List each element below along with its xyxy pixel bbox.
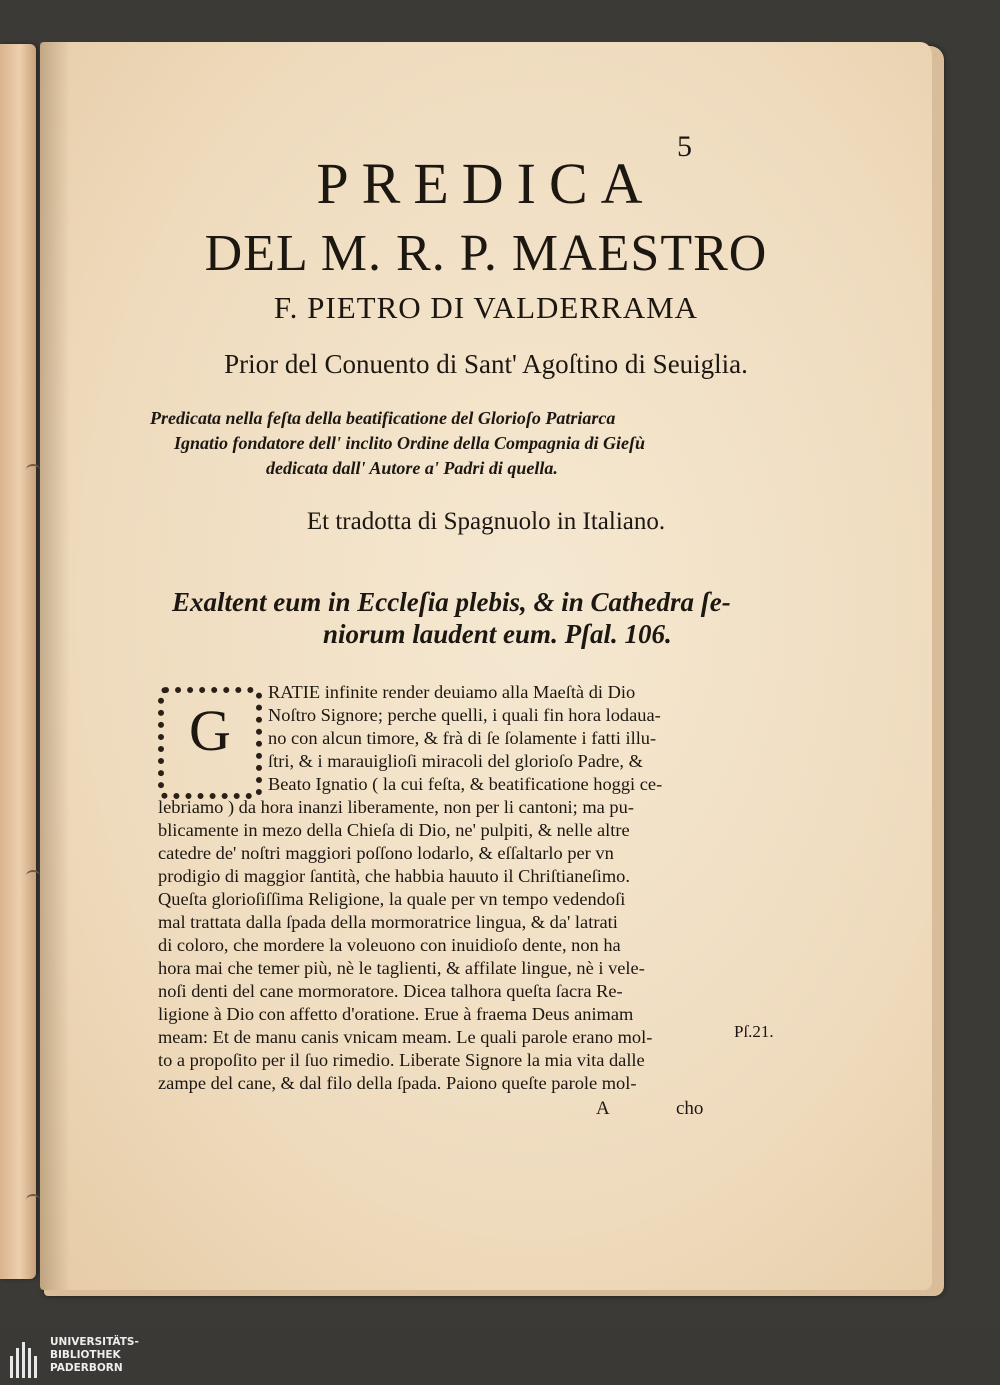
- sermon-title: PREDICA: [316, 151, 656, 216]
- dedication-line: dedicata dall' Autore a' Padri di quella.: [266, 458, 558, 478]
- body-line: Beato Ignatio ( la cui feſta, & beatificatione hoggi ce-: [268, 774, 663, 794]
- drop-cap-letter: G: [189, 698, 231, 763]
- book-page: [40, 42, 932, 1290]
- author-line-3: Prior del Conuento di Sant' Agoſtino di Seuiglia.: [224, 349, 748, 379]
- body-line: zampe del cane, & dal filo della ſpada. Paiono queſte parole mol-: [158, 1073, 637, 1093]
- body-line: Noſtro Signore; perche quelli, i quali fin hora lodaua-: [268, 705, 661, 725]
- binding-stitch: [26, 1194, 40, 1206]
- library-line: BIBLIOTHEK: [50, 1349, 121, 1361]
- library-line: UNIVERSITÄTS-: [50, 1336, 139, 1348]
- binding-stitch: [26, 870, 40, 882]
- body-line: lebriamo ) da hora inanzi liberamente, non per li cantoni; ma pu-: [158, 797, 634, 817]
- translation-note: Et tradotta di Spagnuolo in Italiano.: [306, 508, 666, 535]
- body-line: no con alcun timore, & frà di ſe ſolamente i fatti illu-: [268, 728, 657, 748]
- body-line: di coloro, che mordere la voleuono con inuidioſo dente, non ha: [158, 935, 621, 955]
- body-line: Queſta glorioſiſſima Religione, la quale per vn tempo vedendoſi: [158, 889, 626, 909]
- margin-note: Pſ.21.: [734, 1022, 774, 1041]
- library-logo-text: [50, 1336, 139, 1375]
- body-line: meam: Et de manu canis vnicam meam. Le quali parole erano mol-: [158, 1027, 653, 1047]
- ornamental-drop-cap: [158, 687, 262, 799]
- dedication-line: Predicata nella feſta della beatificatione del Glorioſo Patriarca: [150, 408, 616, 428]
- body-line: hora mai che temer più, nè le taglienti, & affilate lingue, nè i vele-: [158, 958, 645, 978]
- library-line: PADERBORN: [50, 1362, 123, 1374]
- body-line: catedre de' noſtri maggiori poſſono lodarlo, & eſſaltarlo per vn: [158, 843, 614, 863]
- body-line: RATIE infinite render deuiamo alla Maeſtà di Dio: [268, 682, 636, 702]
- body-line: noſi denti del cane mormoratore. Dicea talhora queſta ſacra Re-: [158, 981, 623, 1001]
- body-line: to a propoſito per il ſuo rimedio. Liberate Signore la mia vita dalle: [158, 1050, 645, 1070]
- footer-bar: [0, 1330, 1000, 1385]
- body-line: ligione à Dio con affetto d'oratione. Erue à fraema Deus animam: [158, 1004, 634, 1024]
- author-line-1: DEL M. R. P. MAESTRO: [204, 225, 768, 282]
- signature-mark: A: [596, 1098, 610, 1119]
- library-logo-icon: [10, 1338, 40, 1378]
- body-line: blicamente in mezo della Chieſa di Dio, ne' pulpiti, & nelle altre: [158, 820, 630, 840]
- body-line: prodigio di maggior ſantità, che habbia hauuto il Chriſtianeſimo.: [158, 866, 630, 886]
- body-line: mal trattata dalla ſpada della mormoratrice lingua, & da' latrati: [158, 912, 618, 932]
- left-page-edge: [0, 44, 36, 1279]
- body-line: ſtri, & i marauiglioſi miracoli del glorioſo Padre, &: [268, 751, 643, 771]
- epigraph-line: Exaltent eum in Eccleſia plebis, & in Cathedra ſe-: [172, 587, 731, 617]
- dedication-line: Ignatio fondatore dell' inclito Ordine della Compagnia di Gieſù: [174, 433, 646, 453]
- page-number: 5: [677, 130, 692, 163]
- binding-stitch: [26, 464, 40, 476]
- author-line-2: F. PIETRO DI VALDERRAMA: [273, 290, 699, 325]
- epigraph-line: niorum laudent eum. Pſal. 106.: [323, 619, 672, 649]
- catchword: cho: [676, 1098, 704, 1119]
